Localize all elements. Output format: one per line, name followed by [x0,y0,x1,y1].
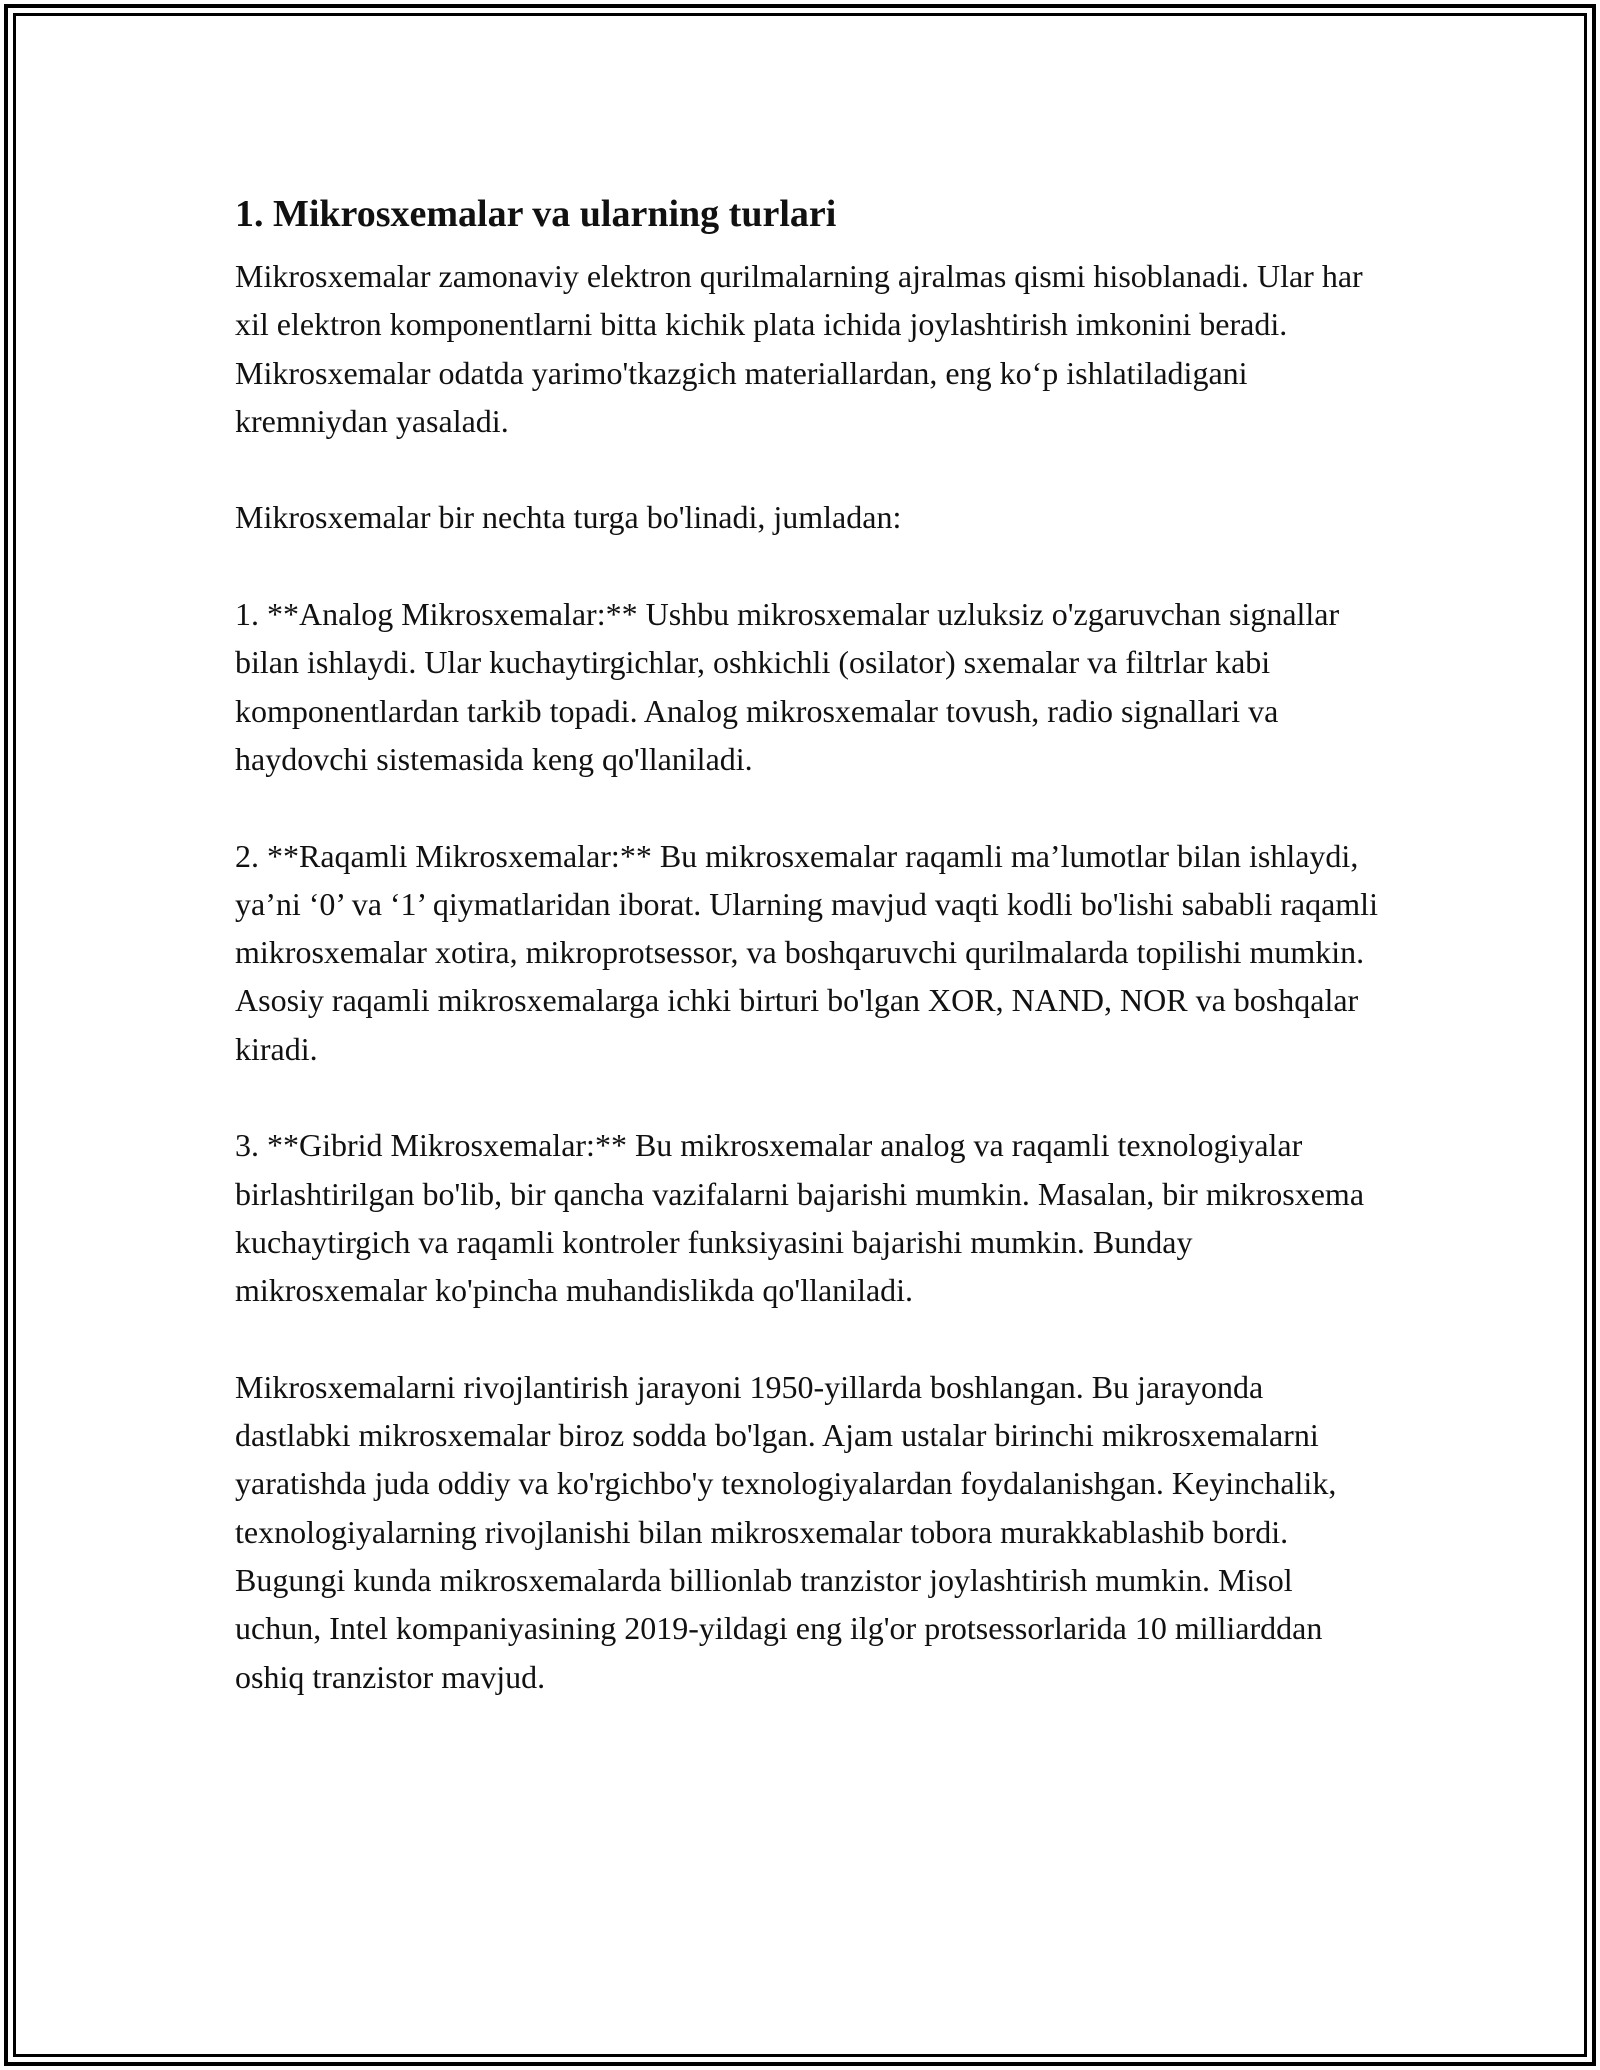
paragraph-types-lead: Mikrosxemalar bir nechta turga bo'linadi, jumladan: [235,499,902,536]
paragraph-history: Mikrosxemalarni rivojlantirish jarayoni 1950-yillarda boshlangan. Bu jarayonda dastlabki mikrosxemalar biroz sodda bo'lgan. Ajam ustalar birinchi mikrosxemalarni yaratishda juda oddiy va ko'rgichbo'y texnologiyalardan foydalanishgan. Keyinchalik, texnologiyalarning rivojlanishi bilan mikrosxemalar tobora murakkablashib bordi. Bugungi kunda mikrosxemalarda billionlab tranzistor joylashtirish mumkin. Misol uchun, Intel kompaniyasining 2019-yildagi eng ilg'or protsessorlarida 10 milliarddan oshiq tranzistor mavjud. [235,1368,1337,1695]
paragraph-intro: Mikrosxemalar zamonaviy elektron qurilmalarning ajralmas qismi hisoblanadi. Ular har xil elektron komponentlarni bitta kichik plata ichida joylashtirish imkonini beradi. Mikrosxemalar odatda yarimo'tkazgich materiallardan, eng ko‘p ishlatiladigani kremniydan yasaladi. [235,258,1363,439]
section-heading: 1. Mikrosxemalar va ularning turlari [235,193,837,235]
paragraph-hybrid: 3. **Gibrid Mikrosxemalar:** Bu mikrosxemalar analog va raqamli texnologiyalar birlashtirilgan bo'lib, bir qancha vazifalarni bajarishi mumkin. Masalan, bir mikrosxema kuchaytirgich va raqamli kontroler funksiyasini bajarishi mumkin. Bunday mikrosxemalar ko'pincha muhandislikda qo'llaniladi. [235,1127,1365,1309]
paragraph-digital: 2. **Raqamli Mikrosxemalar:** Bu mikrosxemalar raqamli ma’lumotlar bilan ishlaydi, ya’ni ‘0’ va ‘1’ qiymatlaridan iborat. Ularning mavjud vaqti kodli bo'lishi sababli raqamli mikrosxemalar xotira, mikroprotsessor, va boshqaruvchi qurilmalarda topilishi mumkin. Asosiy raqamli mikrosxemalarga ichki birturi bo'lgan XOR, NAND, NOR va boshqalar kiradi. [235,837,1378,1067]
paragraph-analog: 1. **Analog Mikrosxemalar:** Ushbu mikrosxemalar uzluksiz o'zgaruvchan signallar bilan ishlaydi. Ular kuchaytirgichlar, oshkichli (osilator) sxemalar va filtrlar kabi komponentlardan tarkib topadi. Analog mikrosxemalar tovush, radio signallari va haydovchi sistemasida keng qo'llaniladi. [235,596,1340,777]
document-body [235,188,1385,1701]
